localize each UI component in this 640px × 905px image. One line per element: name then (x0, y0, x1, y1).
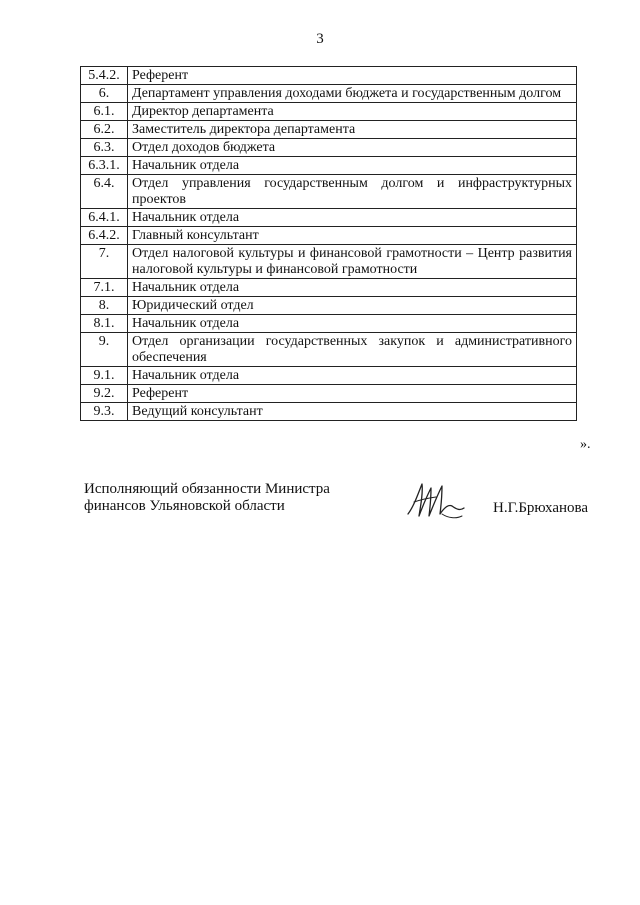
table-row (81, 315, 577, 333)
row-number: 9.2. (81, 385, 128, 403)
row-name: Начальник отдела (128, 315, 577, 333)
row-name: Референт (128, 67, 577, 85)
row-number: 5.4.2. (81, 67, 128, 85)
row-name: Ведущий консультант (128, 403, 577, 421)
row-name: Отдел доходов бюджета (128, 139, 577, 157)
row-name: Референт (128, 385, 577, 403)
row-number: 6.3. (81, 139, 128, 157)
table-row (81, 367, 577, 385)
row-number: 9.3. (81, 403, 128, 421)
row-number: 6. (81, 85, 128, 103)
row-name: Главный консультант (128, 227, 577, 245)
row-name: Отдел организации государственных закупок и административного обеспечения (128, 333, 577, 367)
signer-title-line: Исполняющий обязанности Министра (84, 481, 330, 497)
closing-quote-mark: ». (580, 437, 591, 452)
handwritten-signature (404, 478, 468, 522)
row-name: Отдел налоговой культуры и финансовой грамотности – Центр развития налоговой культуры и финансовой грамотности (128, 245, 577, 279)
row-number: 6.1. (81, 103, 128, 121)
row-number: 6.4.1. (81, 209, 128, 227)
row-number: 6.4.2. (81, 227, 128, 245)
row-number: 8.1. (81, 315, 128, 333)
page-number: 3 (316, 31, 324, 47)
table-row (81, 67, 577, 85)
signer-title-line: финансов Ульяновской области (84, 498, 285, 514)
row-name: Начальник отдела (128, 157, 577, 175)
table-row (81, 175, 577, 209)
signer-name: Н.Г.Брюханова (493, 500, 589, 516)
row-number: 7. (81, 245, 128, 279)
row-name: Департамент управления доходами бюджета и государственным долгом (128, 85, 577, 103)
row-name: Заместитель директора департамента (128, 121, 577, 139)
table-row (81, 139, 577, 157)
row-number: 6.3.1. (81, 157, 128, 175)
table-row (81, 403, 577, 421)
row-name: Директор департамента (128, 103, 577, 121)
row-number: 6.2. (81, 121, 128, 139)
row-number: 6.4. (81, 175, 128, 209)
table-row (81, 333, 577, 367)
row-number: 8. (81, 297, 128, 315)
row-number: 7.1. (81, 279, 128, 297)
row-name: Начальник отдела (128, 209, 577, 227)
positions-table (80, 66, 577, 421)
row-number: 9. (81, 333, 128, 367)
table-row (81, 385, 577, 403)
row-name: Начальник отдела (128, 279, 577, 297)
table-row (81, 245, 577, 279)
table-row (81, 279, 577, 297)
table-row (81, 227, 577, 245)
signer-title (84, 481, 330, 515)
table-row (81, 209, 577, 227)
table-row (81, 103, 577, 121)
table-row (81, 85, 577, 103)
table-row (81, 297, 577, 315)
table-row (81, 157, 577, 175)
row-number: 9.1. (81, 367, 128, 385)
table-row (81, 121, 577, 139)
row-name: Начальник отдела (128, 367, 577, 385)
row-name: Отдел управления государственным долгом и инфраструктурных проектов (128, 175, 577, 209)
row-name: Юридический отдел (128, 297, 577, 315)
